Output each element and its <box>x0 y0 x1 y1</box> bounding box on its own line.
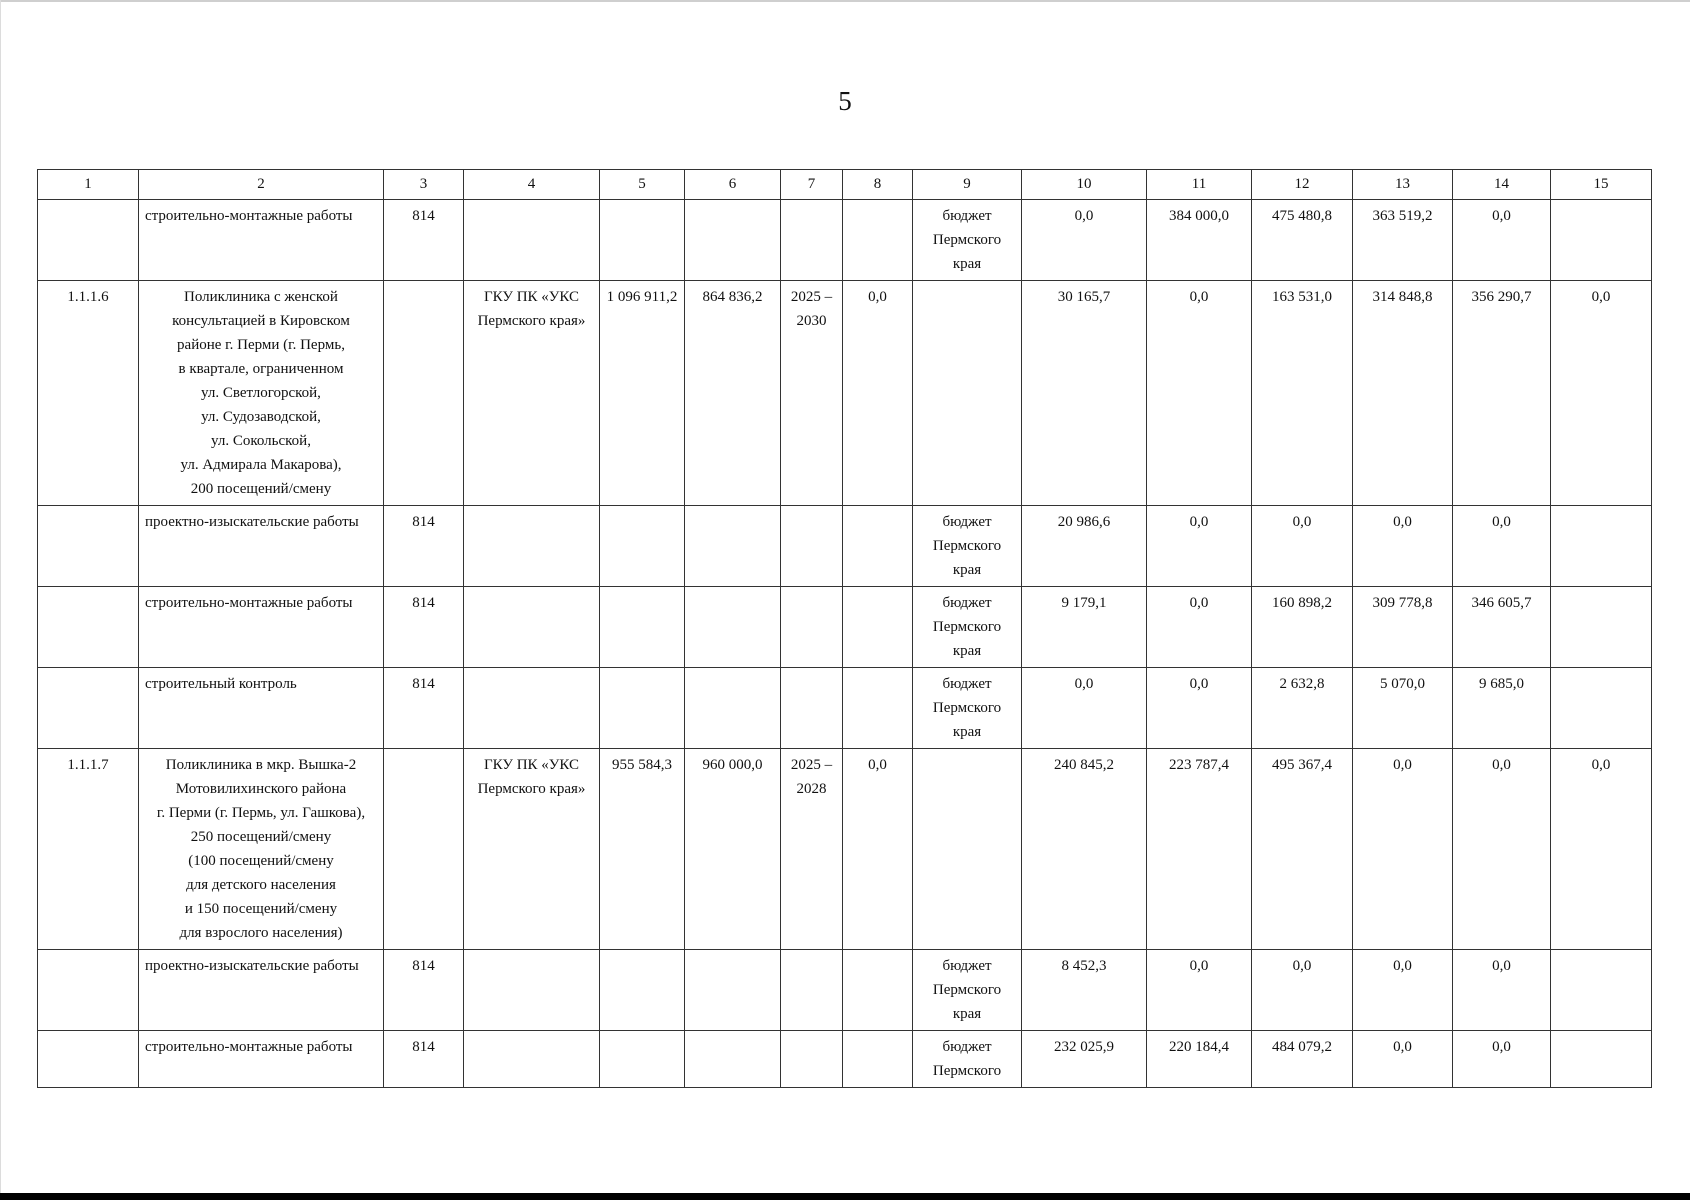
cell-col-8: 0,0 <box>843 749 913 950</box>
cell-funding-source-line: бюджет <box>942 514 992 530</box>
cell-col-7 <box>781 506 843 587</box>
cell-funding-source-line: Пермского <box>932 232 1002 248</box>
cell-col-8 <box>843 200 913 281</box>
cell-value-14: 0,0 <box>1453 506 1551 587</box>
column-header-14: 14 <box>1453 170 1551 200</box>
cell-col-5 <box>600 506 685 587</box>
scan-edge-top <box>0 0 1690 2</box>
cell-value-10: 0,0 <box>1022 200 1147 281</box>
cell-number: 1.1.1.7 <box>38 749 139 950</box>
cell-col-8 <box>843 950 913 1031</box>
cell-funding-source-line: бюджет <box>942 1039 992 1055</box>
column-header-4: 4 <box>464 170 600 200</box>
cell-customer <box>464 281 600 506</box>
cell-col-4 <box>464 1031 600 1088</box>
cell-work-type: проектно-изыскательские работы <box>139 950 384 1031</box>
cell-col-5 <box>600 1031 685 1088</box>
cell-object-name-line: ул. Светлогорской, <box>201 385 321 401</box>
column-header-7: 7 <box>781 170 843 200</box>
cell-code: 814 <box>384 200 464 281</box>
cell-value-14: 0,0 <box>1453 950 1551 1031</box>
cell-customer-line: ГКУ ПК «УКС <box>483 757 580 773</box>
cell-value-13: 0,0 <box>1353 749 1453 950</box>
cell-col-8 <box>843 668 913 749</box>
cell-value-14: 0,0 <box>1453 749 1551 950</box>
cell-customer-line: ГКУ ПК «УКС <box>483 289 580 305</box>
cell-code: 814 <box>384 668 464 749</box>
table-row-work-type <box>38 1031 1652 1088</box>
cell-funding-source-line: Пермского <box>932 982 1002 998</box>
cell-value-11: 220 184,4 <box>1147 1031 1252 1088</box>
cell-object-name-line: 250 посещений/смену <box>190 829 332 845</box>
cell-funding-source-line: края <box>952 562 982 578</box>
cell-number <box>38 950 139 1031</box>
column-header-2: 2 <box>139 170 384 200</box>
column-header-6: 6 <box>685 170 781 200</box>
cell-funding-source <box>913 668 1022 749</box>
cell-col-4 <box>464 587 600 668</box>
table-row-work-type <box>38 200 1652 281</box>
cell-col-6 <box>685 506 781 587</box>
cell-funding-source <box>913 749 1022 950</box>
cell-value-11: 0,0 <box>1147 950 1252 1031</box>
cell-col-7 <box>781 668 843 749</box>
cell-object-name-line: Поликлиника с женской <box>184 289 338 305</box>
cell-funding-source-line: края <box>952 1006 982 1022</box>
cell-work-type: строительно-монтажные работы <box>139 200 384 281</box>
column-header-9: 9 <box>913 170 1022 200</box>
cell-col-6 <box>685 200 781 281</box>
cell-funding-source-line: Пермского <box>932 538 1002 554</box>
cell-value-15: 0,0 <box>1551 281 1652 506</box>
cell-value-15 <box>1551 506 1652 587</box>
cell-value-14: 0,0 <box>1453 200 1551 281</box>
cell-value-11: 0,0 <box>1147 587 1252 668</box>
cell-value-14: 356 290,7 <box>1453 281 1551 506</box>
cell-col-7 <box>781 1031 843 1088</box>
cell-col-8 <box>843 506 913 587</box>
cell-work-type: строительно-монтажные работы <box>139 587 384 668</box>
cell-col-7 <box>781 200 843 281</box>
cell-period <box>781 749 843 950</box>
cell-period-line: 2025 – <box>790 757 833 773</box>
cell-value-14: 0,0 <box>1453 1031 1551 1088</box>
cell-value-15 <box>1551 587 1652 668</box>
cell-value-12: 163 531,0 <box>1252 281 1353 506</box>
cell-period-line: 2028 <box>796 781 827 797</box>
cell-col-8: 0,0 <box>843 281 913 506</box>
cell-value-11: 0,0 <box>1147 281 1252 506</box>
cell-col-5 <box>600 200 685 281</box>
cell-value-11: 223 787,4 <box>1147 749 1252 950</box>
cell-value-14: 346 605,7 <box>1453 587 1551 668</box>
cell-funding-source <box>913 281 1022 506</box>
cell-value-11: 0,0 <box>1147 506 1252 587</box>
cell-value-12: 160 898,2 <box>1252 587 1353 668</box>
cell-value-10: 0,0 <box>1022 668 1147 749</box>
cell-object-name-line: и 150 посещений/смену <box>184 901 338 917</box>
cell-col-6: 864 836,2 <box>685 281 781 506</box>
cell-number: 1.1.1.6 <box>38 281 139 506</box>
cell-number <box>38 200 139 281</box>
cell-funding-source-line: края <box>952 643 982 659</box>
cell-object-name-line: (100 посещений/смену <box>188 853 334 869</box>
cell-object-name-line: для детского населения <box>186 877 336 893</box>
cell-funding-source <box>913 587 1022 668</box>
cell-code <box>384 749 464 950</box>
column-header-15: 15 <box>1551 170 1652 200</box>
cell-object-name-line: 200 посещений/смену <box>190 481 332 497</box>
scan-edge-bottom <box>0 1193 1690 1200</box>
column-header-5: 5 <box>600 170 685 200</box>
cell-value-12: 0,0 <box>1252 506 1353 587</box>
cell-value-13: 314 848,8 <box>1353 281 1453 506</box>
column-header-10: 10 <box>1022 170 1147 200</box>
cell-col-5 <box>600 668 685 749</box>
cell-work-type: строительно-монтажные работы <box>139 1031 384 1088</box>
cell-col-4 <box>464 668 600 749</box>
cell-number <box>38 1031 139 1088</box>
cell-value-10: 8 452,3 <box>1022 950 1147 1031</box>
cell-value-11: 384 000,0 <box>1147 200 1252 281</box>
page-number: 5 <box>838 86 852 116</box>
cell-object-name-line: ул. Сокольской, <box>211 433 311 449</box>
cell-value-12: 484 079,2 <box>1252 1031 1353 1088</box>
table-row-object <box>38 749 1652 950</box>
table-body <box>38 200 1652 1088</box>
cell-object-name-line: Поликлиника в мкр. Вышка-2 <box>165 757 357 773</box>
cell-value-15 <box>1551 200 1652 281</box>
cell-funding-source <box>913 950 1022 1031</box>
column-header-11: 11 <box>1147 170 1252 200</box>
table-row-work-type <box>38 587 1652 668</box>
cell-value-10: 232 025,9 <box>1022 1031 1147 1088</box>
cell-funding-source <box>913 506 1022 587</box>
cell-funding-source-line: края <box>952 256 982 272</box>
column-header-8: 8 <box>843 170 913 200</box>
cell-funding-source-line: Пермского <box>932 700 1002 716</box>
cell-col-4 <box>464 950 600 1031</box>
cell-value-13: 0,0 <box>1353 506 1453 587</box>
cell-funding-source <box>913 1031 1022 1088</box>
cell-code: 814 <box>384 1031 464 1088</box>
cell-object-name-line: в квартале, ограниченном <box>178 361 344 377</box>
cell-code: 814 <box>384 506 464 587</box>
cell-value-10: 240 845,2 <box>1022 749 1147 950</box>
table-header-row <box>38 170 1652 200</box>
cell-customer-line: Пермского края» <box>477 313 586 329</box>
cell-col-6 <box>685 587 781 668</box>
cell-object-name-line: для взрослого населения) <box>179 925 343 941</box>
cell-object-name-line: консультацией в Кировском <box>172 313 350 329</box>
cell-value-10: 30 165,7 <box>1022 281 1147 506</box>
cell-value-12: 475 480,8 <box>1252 200 1353 281</box>
cell-value-13: 0,0 <box>1353 950 1453 1031</box>
table-row-work-type <box>38 668 1652 749</box>
budget-table <box>37 169 1652 1088</box>
cell-period <box>781 281 843 506</box>
cell-col-4 <box>464 200 600 281</box>
column-header-3: 3 <box>384 170 464 200</box>
cell-col-8 <box>843 587 913 668</box>
cell-col-5 <box>600 587 685 668</box>
cell-value-13: 5 070,0 <box>1353 668 1453 749</box>
cell-funding-source-line: Пермского <box>932 1063 1002 1079</box>
cell-code: 814 <box>384 950 464 1031</box>
cell-col-7 <box>781 587 843 668</box>
cell-col-6: 960 000,0 <box>685 749 781 950</box>
cell-number <box>38 587 139 668</box>
cell-object-name-line: г. Перми (г. Пермь, ул. Гашкова), <box>156 805 366 821</box>
cell-value-11: 0,0 <box>1147 668 1252 749</box>
cell-object-name <box>139 281 384 506</box>
cell-period-line: 2025 – <box>790 289 833 305</box>
cell-col-5: 1 096 911,2 <box>600 281 685 506</box>
cell-object-name-line: ул. Адмирала Макарова), <box>180 457 342 473</box>
cell-value-12: 495 367,4 <box>1252 749 1353 950</box>
column-header-13: 13 <box>1353 170 1453 200</box>
cell-funding-source-line: края <box>952 724 982 740</box>
column-header-1: 1 <box>38 170 139 200</box>
cell-value-12: 0,0 <box>1252 950 1353 1031</box>
cell-work-type: проектно-изыскательские работы <box>139 506 384 587</box>
table-row-object <box>38 281 1652 506</box>
scan-edge-left <box>0 0 1 1200</box>
cell-customer <box>464 749 600 950</box>
column-header-12: 12 <box>1252 170 1353 200</box>
cell-value-15: 0,0 <box>1551 749 1652 950</box>
cell-value-10: 20 986,6 <box>1022 506 1147 587</box>
cell-funding-source-line: бюджет <box>942 676 992 692</box>
cell-customer-line: Пермского края» <box>477 781 586 797</box>
cell-col-5: 955 584,3 <box>600 749 685 950</box>
cell-funding-source-line: бюджет <box>942 958 992 974</box>
cell-value-14: 9 685,0 <box>1453 668 1551 749</box>
cell-col-6 <box>685 1031 781 1088</box>
cell-col-6 <box>685 668 781 749</box>
cell-col-7 <box>781 950 843 1031</box>
cell-period-line: 2030 <box>796 313 827 329</box>
cell-value-13: 0,0 <box>1353 1031 1453 1088</box>
cell-value-12: 2 632,8 <box>1252 668 1353 749</box>
cell-work-type: строительный контроль <box>139 668 384 749</box>
cell-funding-source-line: Пермского <box>932 619 1002 635</box>
cell-col-8 <box>843 1031 913 1088</box>
cell-funding-source <box>913 200 1022 281</box>
cell-value-15 <box>1551 1031 1652 1088</box>
cell-number <box>38 506 139 587</box>
cell-code: 814 <box>384 587 464 668</box>
cell-col-4 <box>464 506 600 587</box>
cell-object-name-line: районе г. Перми (г. Пермь, <box>177 337 345 353</box>
cell-code <box>384 281 464 506</box>
table-row-work-type <box>38 506 1652 587</box>
cell-value-10: 9 179,1 <box>1022 587 1147 668</box>
table-row-work-type <box>38 950 1652 1031</box>
cell-col-6 <box>685 950 781 1031</box>
cell-object-name-line: Мотовилихинского района <box>175 781 347 797</box>
cell-value-13: 309 778,8 <box>1353 587 1453 668</box>
cell-value-15 <box>1551 668 1652 749</box>
cell-funding-source-line: бюджет <box>942 208 992 224</box>
cell-value-13: 363 519,2 <box>1353 200 1453 281</box>
cell-number <box>38 668 139 749</box>
cell-funding-source-line: бюджет <box>942 595 992 611</box>
cell-object-name-line: ул. Судозаводской, <box>201 409 321 425</box>
cell-object-name <box>139 749 384 950</box>
cell-value-15 <box>1551 950 1652 1031</box>
cell-col-5 <box>600 950 685 1031</box>
